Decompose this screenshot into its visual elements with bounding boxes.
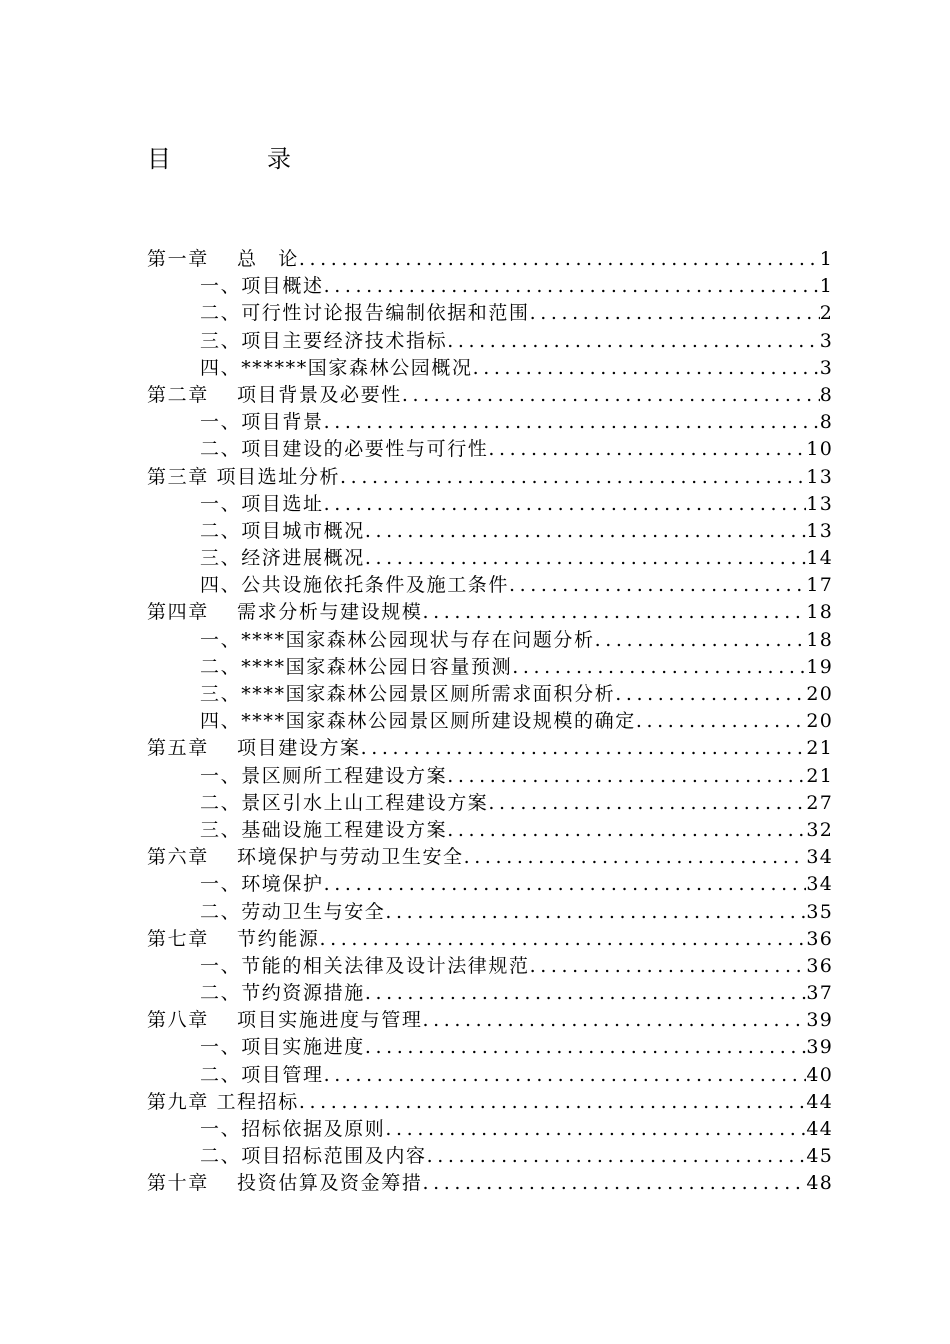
toc-page-number: 18 <box>806 628 833 651</box>
page-title: 目 录 <box>147 145 291 173</box>
toc-section-entry[interactable] <box>147 953 833 980</box>
toc-entry-label: 二、劳动卫生与安全 <box>200 900 386 923</box>
toc-page-number: 48 <box>806 1172 833 1195</box>
toc-entry-label: 第九章 工程招标 <box>147 1090 299 1113</box>
toc-entry-label: 二、项目建设的必要性与可行性 <box>200 438 489 461</box>
toc-entry-label: 一、招标依据及原则 <box>200 1118 386 1140</box>
toc-entry-label: 二、可行性讨论报告编制依据和范围 <box>200 302 530 325</box>
toc-entry-label: 一、****国家森林公园现状与存在问题分析 <box>200 628 595 651</box>
toc-section-entry[interactable] <box>147 572 833 599</box>
toc-dot-leader <box>299 1089 807 1116</box>
toc-dot-leader <box>447 328 820 355</box>
toc-page-number: 39 <box>806 1036 833 1059</box>
toc-page-number: 35 <box>806 900 833 923</box>
toc-page-number: 20 <box>806 710 833 733</box>
toc-chapter-entry[interactable] <box>147 246 833 273</box>
toc-section-entry[interactable] <box>147 409 833 436</box>
toc-dot-leader <box>385 1116 806 1143</box>
toc-entry-label: 第四章 需求分析与建设规模 <box>147 601 423 624</box>
toc-page-number: 2 <box>819 302 833 325</box>
toc-dot-leader <box>422 599 806 626</box>
toc-page-number: 37 <box>806 982 833 1005</box>
toc-entry-label: 三、****国家森林公园景区厕所需求面积分析 <box>200 683 616 705</box>
toc-entry-label: 第七章 节约能源 <box>147 927 320 950</box>
toc-section-entry[interactable] <box>147 871 833 898</box>
toc-page-number: 1 <box>819 248 833 270</box>
toc-page-number: 27 <box>806 791 833 814</box>
toc-entry-label: 二、****国家森林公园日容量预测 <box>200 655 513 678</box>
toc-page-number: 20 <box>806 683 833 705</box>
toc-entry-label: 第八章 项目实施进度与管理 <box>147 1009 423 1032</box>
toc-chapter-entry[interactable] <box>147 735 833 762</box>
toc-section-entry[interactable] <box>147 1062 833 1089</box>
toc-page-number: 39 <box>806 1009 833 1032</box>
toc-section-entry[interactable] <box>147 518 833 545</box>
toc-page-number: 17 <box>806 574 833 597</box>
toc-entry-label: 二、节约资源措施 <box>200 982 365 1005</box>
toc-dot-leader <box>365 545 807 572</box>
toc-section-entry[interactable] <box>147 708 833 735</box>
toc-entry-label: 一、项目选址 <box>200 492 324 515</box>
toc-dot-leader <box>299 246 820 273</box>
toc-entry-label: 四、****国家森林公园景区厕所建设规模的确定 <box>200 710 636 733</box>
toc-page-number: 44 <box>806 1118 833 1140</box>
toc-entry-label: 四、******国家森林公园概况 <box>200 356 473 379</box>
toc-dot-leader <box>422 1007 806 1034</box>
toc-entry-label: 一、景区厕所工程建设方案 <box>200 764 448 787</box>
toc-page-number: 36 <box>806 954 833 977</box>
toc-section-entry[interactable] <box>147 273 833 300</box>
toc-page-number: 8 <box>819 383 833 406</box>
toc-chapter-entry[interactable] <box>147 464 833 491</box>
toc-entry-label: 一、节能的相关法律及设计法律规范 <box>200 954 530 977</box>
toc-section-entry[interactable] <box>147 436 833 463</box>
toc-dot-leader <box>361 735 807 762</box>
toc-dot-leader <box>402 382 820 409</box>
toc-dot-leader <box>530 953 807 980</box>
toc-page-number: 40 <box>806 1063 833 1086</box>
toc-section-entry[interactable] <box>147 1143 833 1170</box>
toc-section-entry[interactable] <box>147 627 833 654</box>
toc-page-number: 45 <box>806 1145 833 1168</box>
toc-dot-leader <box>365 518 807 545</box>
toc-chapter-entry[interactable] <box>147 1089 833 1116</box>
toc-entry-label: 二、项目管理 <box>200 1063 324 1086</box>
toc-page-number: 34 <box>806 873 833 896</box>
toc-dot-leader <box>615 681 806 708</box>
toc-entry-label: 二、项目城市概况 <box>200 519 365 542</box>
toc-section-entry[interactable] <box>147 817 833 844</box>
toc-page-number: 8 <box>819 411 833 434</box>
toc-page-number: 19 <box>806 655 833 678</box>
toc-dot-leader <box>488 790 806 817</box>
toc-dot-leader <box>340 464 806 491</box>
toc-chapter-entry[interactable] <box>147 926 833 953</box>
toc-entry-label: 第二章 项目背景及必要性 <box>147 383 402 406</box>
table-of-contents <box>147 246 833 1198</box>
toc-dot-leader <box>324 1062 807 1089</box>
toc-dot-leader <box>464 844 807 871</box>
toc-section-entry[interactable] <box>147 681 833 708</box>
toc-page-number: 1 <box>819 275 833 298</box>
toc-section-entry[interactable] <box>147 545 833 572</box>
toc-dot-leader <box>324 491 807 518</box>
toc-entry-label: 三、基础设施工程建设方案 <box>200 818 448 841</box>
toc-entry-label: 第十章 投资估算及资金筹措 <box>147 1172 423 1195</box>
toc-page-number: 44 <box>806 1090 833 1113</box>
toc-entry-label: 第一章 总 论 <box>147 248 299 270</box>
toc-dot-leader <box>427 1143 807 1170</box>
toc-entry-label: 第三章 项目选址分析 <box>147 465 341 488</box>
toc-chapter-entry[interactable] <box>147 599 833 626</box>
toc-section-entry[interactable] <box>147 763 833 790</box>
toc-entry-label: 二、项目招标范围及内容 <box>200 1145 427 1168</box>
toc-dot-leader <box>530 300 820 327</box>
toc-chapter-entry[interactable] <box>147 382 833 409</box>
toc-entry-label: 一、项目实施进度 <box>200 1036 365 1059</box>
toc-page-number: 21 <box>806 764 833 787</box>
toc-section-entry[interactable] <box>147 654 833 681</box>
toc-chapter-entry[interactable] <box>147 844 833 871</box>
toc-page-number: 13 <box>806 519 833 542</box>
toc-entry-label: 三、经济进展概况 <box>200 547 365 570</box>
toc-entry-label: 四、公共设施依托条件及施工条件 <box>200 574 510 597</box>
toc-dot-leader <box>512 654 806 681</box>
toc-entry-label: 一、环境保护 <box>200 873 324 896</box>
toc-dot-leader <box>636 708 807 735</box>
toc-dot-leader <box>319 926 806 953</box>
toc-dot-leader <box>324 409 820 436</box>
toc-chapter-entry[interactable] <box>147 1170 833 1197</box>
toc-page-number: 13 <box>806 492 833 515</box>
toc-page-number: 34 <box>806 846 833 869</box>
toc-dot-leader <box>365 1034 807 1061</box>
toc-entry-label: 第五章 项目建设方案 <box>147 737 361 760</box>
toc-dot-leader <box>488 436 806 463</box>
toc-dot-leader <box>324 273 820 300</box>
toc-page-number: 21 <box>806 737 833 760</box>
toc-dot-leader <box>473 355 820 382</box>
toc-page-number: 18 <box>806 601 833 624</box>
toc-page-number: 3 <box>819 356 833 379</box>
toc-entry-label: 二、景区引水上山工程建设方案 <box>200 791 489 814</box>
toc-entry-label: 第六章 环境保护与劳动卫生安全 <box>147 846 464 869</box>
toc-page-number: 10 <box>806 438 833 461</box>
toc-section-entry[interactable] <box>147 790 833 817</box>
toc-section-entry[interactable] <box>147 491 833 518</box>
toc-page-number: 13 <box>806 465 833 488</box>
toc-entry-label: 三、项目主要经济技术指标 <box>200 329 448 352</box>
toc-dot-leader <box>324 871 807 898</box>
toc-page-number: 36 <box>806 927 833 950</box>
toc-entry-label: 一、项目背景 <box>200 411 324 434</box>
toc-section-entry[interactable] <box>147 355 833 382</box>
toc-chapter-entry[interactable] <box>147 1007 833 1034</box>
toc-entry-label: 一、项目概述 <box>200 275 324 298</box>
toc-section-entry[interactable] <box>147 899 833 926</box>
toc-section-entry[interactable] <box>147 980 833 1007</box>
toc-page-number: 32 <box>806 818 833 841</box>
toc-dot-leader <box>509 572 806 599</box>
toc-page-number: 14 <box>806 547 833 570</box>
toc-dot-leader <box>422 1170 806 1197</box>
toc-section-entry[interactable] <box>147 328 833 355</box>
toc-page-number: 3 <box>819 329 833 352</box>
toc-dot-leader <box>447 817 806 844</box>
toc-dot-leader <box>365 980 807 1007</box>
toc-dot-leader <box>595 627 807 654</box>
toc-section-entry[interactable] <box>147 300 833 327</box>
toc-dot-leader <box>447 763 806 790</box>
toc-dot-leader <box>385 899 806 926</box>
toc-section-entry[interactable] <box>147 1034 833 1061</box>
toc-section-entry[interactable] <box>147 1116 833 1143</box>
